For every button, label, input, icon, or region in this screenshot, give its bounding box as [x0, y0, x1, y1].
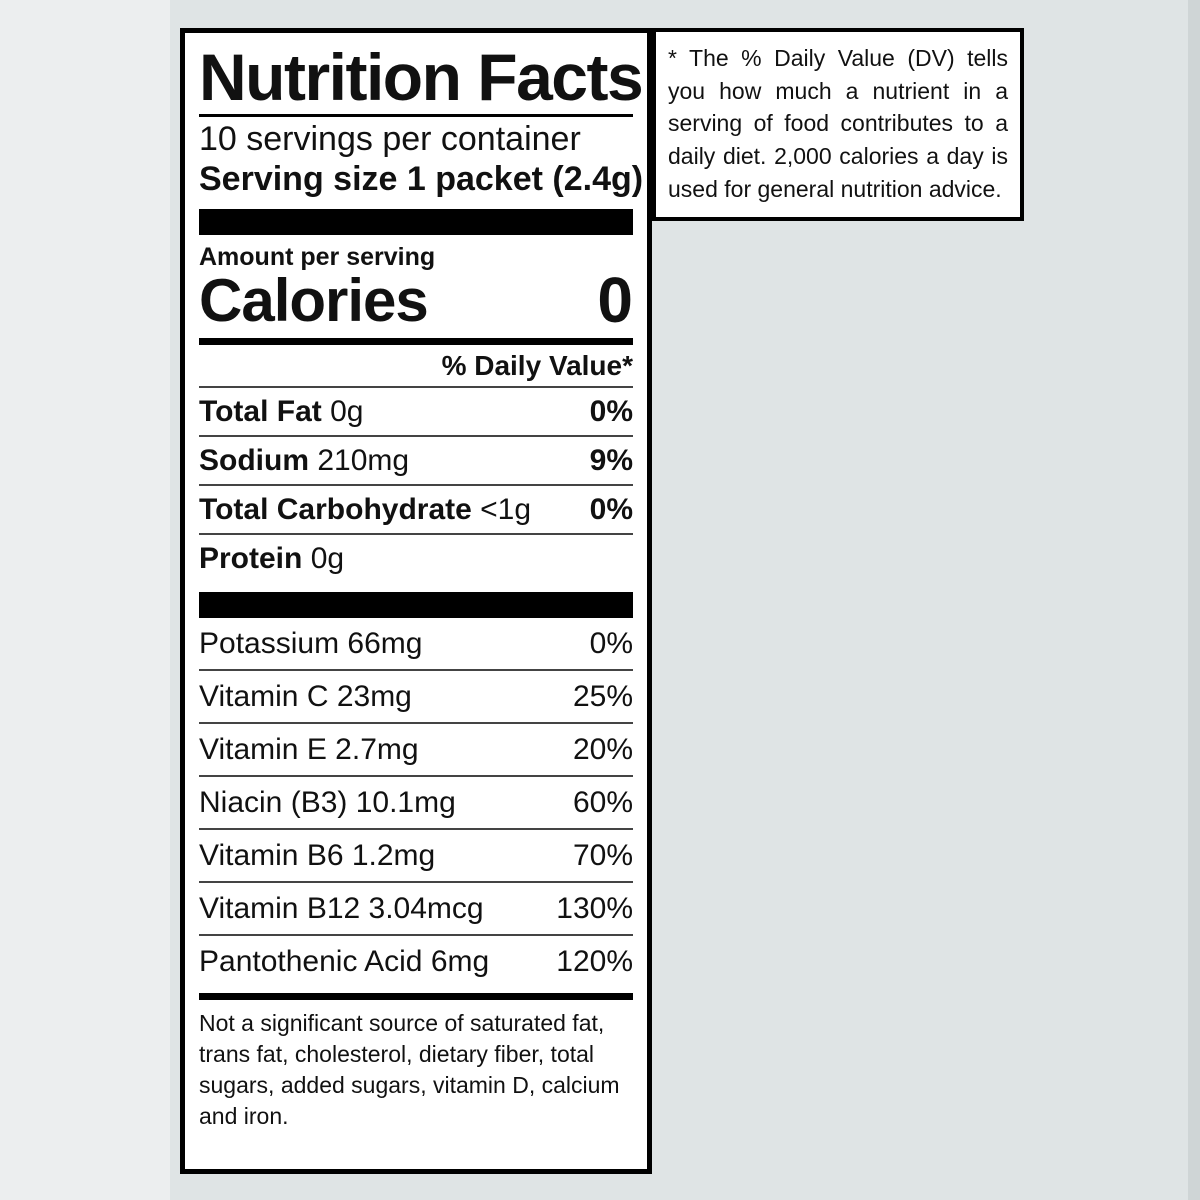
- table-row: [199, 437, 633, 484]
- divider-thick-top: [199, 209, 633, 235]
- divider-thick-mid: [199, 592, 633, 618]
- nutrient-pct: 60%: [572, 785, 633, 819]
- nutrient-name: Pantothenic Acid 6mg: [199, 944, 490, 978]
- nutrient-name: Vitamin E 2.7mg: [199, 732, 419, 766]
- package-left-edge: [0, 0, 170, 1200]
- table-row: [199, 486, 633, 533]
- nutrient-pct: 130%: [556, 891, 633, 925]
- nutrient-name: [199, 395, 364, 429]
- table-row: [199, 724, 633, 775]
- nutrient-amount: <1g: [480, 492, 532, 526]
- nutrient-name: Vitamin B12 3.04mcg: [199, 891, 484, 925]
- daily-value-header: % Daily Value*: [441, 349, 633, 381]
- table-row: [199, 936, 633, 987]
- table-row: [199, 883, 633, 934]
- nutrient-name: [199, 493, 531, 527]
- nutrient-pct: 0%: [589, 394, 633, 428]
- nutrient-amount: 0g: [330, 394, 364, 428]
- daily-value-explanation-box: [652, 28, 1024, 221]
- nutrition-facts-title: Nutrition Facts: [199, 40, 643, 114]
- nutrient-label: Total Fat: [199, 394, 322, 428]
- nutrient-label: Protein: [199, 541, 303, 575]
- calories-row: [199, 263, 633, 336]
- divider-above-footnote: [199, 993, 633, 1000]
- nutrient-name: Vitamin B6 1.2mg: [199, 838, 436, 872]
- footnote-text: Not a significant source of saturated fat, trans fat, cholesterol, dietary fiber, total sugars, added sugars, vitamin D, calcium and iron.: [199, 1009, 620, 1129]
- nutrient-name: Niacin (B3) 10.1mg: [199, 785, 456, 819]
- nutrient-amount: 0g: [310, 541, 345, 575]
- nutrient-name: [199, 444, 409, 478]
- package-right-edge: [1188, 0, 1200, 1200]
- daily-value-explanation-text: * The % Daily Value (DV) tells you how much a nutrient in a serving of food contributes to a daily diet. 2,000 calories a day is used for general nutrition advice.: [668, 45, 1008, 202]
- nutrient-pct: 20%: [572, 732, 633, 766]
- nutrient-label: Total Carbohydrate: [199, 492, 472, 526]
- table-row: [199, 388, 633, 435]
- servings-per-container: 10 servings per container: [199, 119, 581, 158]
- nutrient-pct: 0%: [589, 626, 633, 660]
- nutrient-label: Sodium: [199, 443, 309, 477]
- nutrient-pct: 9%: [589, 443, 633, 477]
- calories-value: 0: [597, 263, 633, 336]
- table-row: [199, 618, 633, 669]
- divider-under-calories: [199, 338, 633, 345]
- nutrition-facts-panel: [180, 28, 652, 1174]
- nutrient-name: Potassium 66mg: [199, 626, 423, 660]
- table-row: [199, 830, 633, 881]
- amount-per-serving-label: Amount per serving: [199, 242, 436, 271]
- nutrient-pct: 120%: [556, 944, 633, 978]
- table-row: [199, 777, 633, 828]
- serving-size: Serving size 1 packet (2.4g): [199, 159, 644, 198]
- nutrient-pct: 70%: [572, 838, 633, 872]
- divider-under-title: [199, 114, 633, 117]
- nutrient-name: Vitamin C 23mg: [199, 679, 412, 713]
- nutrient-amount: 210mg: [317, 443, 410, 477]
- calories-label: Calories: [199, 266, 428, 334]
- table-row: [199, 535, 633, 582]
- table-row: [199, 671, 633, 722]
- nutrient-pct: 0%: [589, 492, 633, 526]
- nutrient-name: [199, 542, 344, 576]
- nutrient-pct: 25%: [572, 679, 633, 713]
